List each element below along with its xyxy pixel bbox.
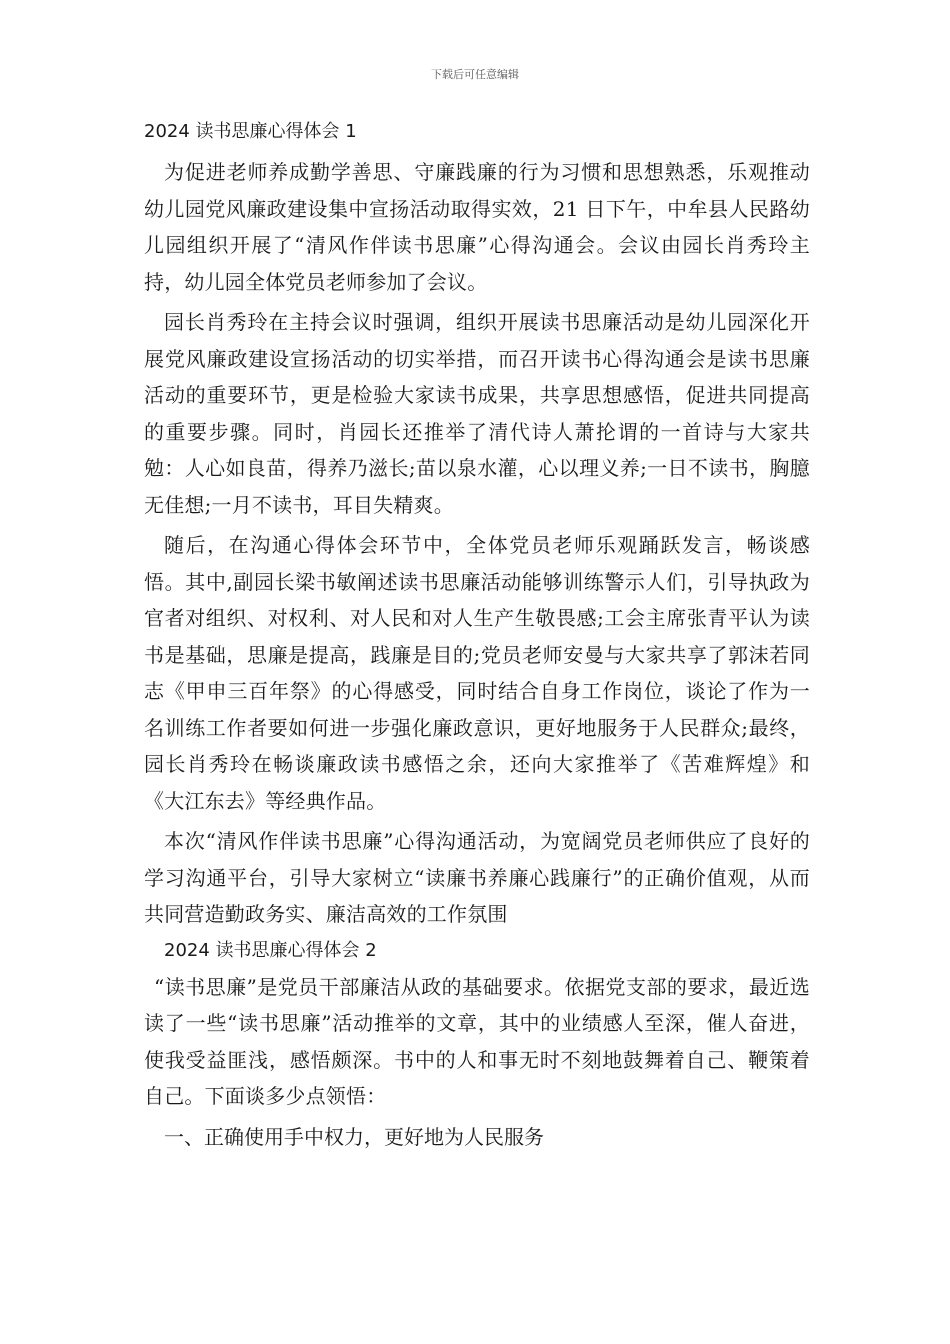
section-1-title: 2024 读书思廉心得体会 1 — [144, 121, 357, 142]
section-2-title: 2024 读书思廉心得体会 2 — [164, 939, 377, 961]
section-1-paragraph: 为促进老师养成勤学善思、守廉践廉的行为习惯和思想熟悉，乐观推动幼儿园党风廉政建设集中宣扬活动取得实效，21 日下午，中牟县人民路幼儿园组织开展了“清风作伴读书思廉”心得沟通会。会议由园长肖秀玲主持，幼儿园全体党员老师参加了会议。 — [144, 160, 810, 294]
section-1-paragraph: 随后，在沟通心得体会环节中，全体党员老师乐观踊跃发言，畅谈感悟。其中,副园长梁书敏阐述读书思廉活动能够训练警示人们，引导执政为官者对组织、对权利、对人民和对人生产生敬畏感;工会主席张青平认为读书是基础，思廉是提高，践廉是目的;党员老师安曼与大家共享了郭沫若同志《甲申三百年祭》的心得感受，同时结合自身工作岗位，谈论了作为一名训练工作者要如何进一步强化廉政意识，更好地服务于人民群众;最终，园长肖秀玲在畅谈廉政读书感悟之余，还向大家推举了《苦难辉煌》和《大江东去》等经典作品。 — [144, 533, 810, 813]
document-body — [144, 120, 810, 1155]
page-header: 下载后可任意编辑 — [431, 68, 519, 81]
section-1-paragraph: 园长肖秀玲在主持会议时强调，组织开展读书思廉活动是幼儿园深化开展党风廉政建设宣扬活动的切实举措，而召开读书心得沟通会是读书思廉活动的重要环节，更是检验大家读书成果，共享思想感悟，促进共同提高的重要步骤。同时，肖园长还推举了清代诗人萧抡谓的一首诗与大家共勉：人心如良苗，得养乃滋长;苗以泉水灌，心以理义养;一日不读书，胸臆无佳想;一月不读书，耳目失精爽。 — [144, 310, 810, 517]
section-2-paragraph: “读书思廉”是党员干部廉洁从政的基础要求。依据党支部的要求，最近选读了一些“读书思廉”活动推举的文章，其中的业绩感人至深，催人奋进，使我受益匪浅，感悟颇深。书中的人和事无时不刻地鼓舞着自己、鞭策着自己。下面谈多少点领悟： — [144, 974, 810, 1108]
section-2-subheading: 一、正确使用手中权力，更好地为人民服务 — [164, 1124, 544, 1149]
section-1-paragraph: 本次“清风作伴读书思廉”心得沟通活动，为宽阔党员老师供应了良好的学习沟通平台，引导大家树立“读廉书养廉心践廉行”的正确价值观，从而共同营造勤政务实、廉洁高效的工作氛围 — [144, 829, 810, 926]
